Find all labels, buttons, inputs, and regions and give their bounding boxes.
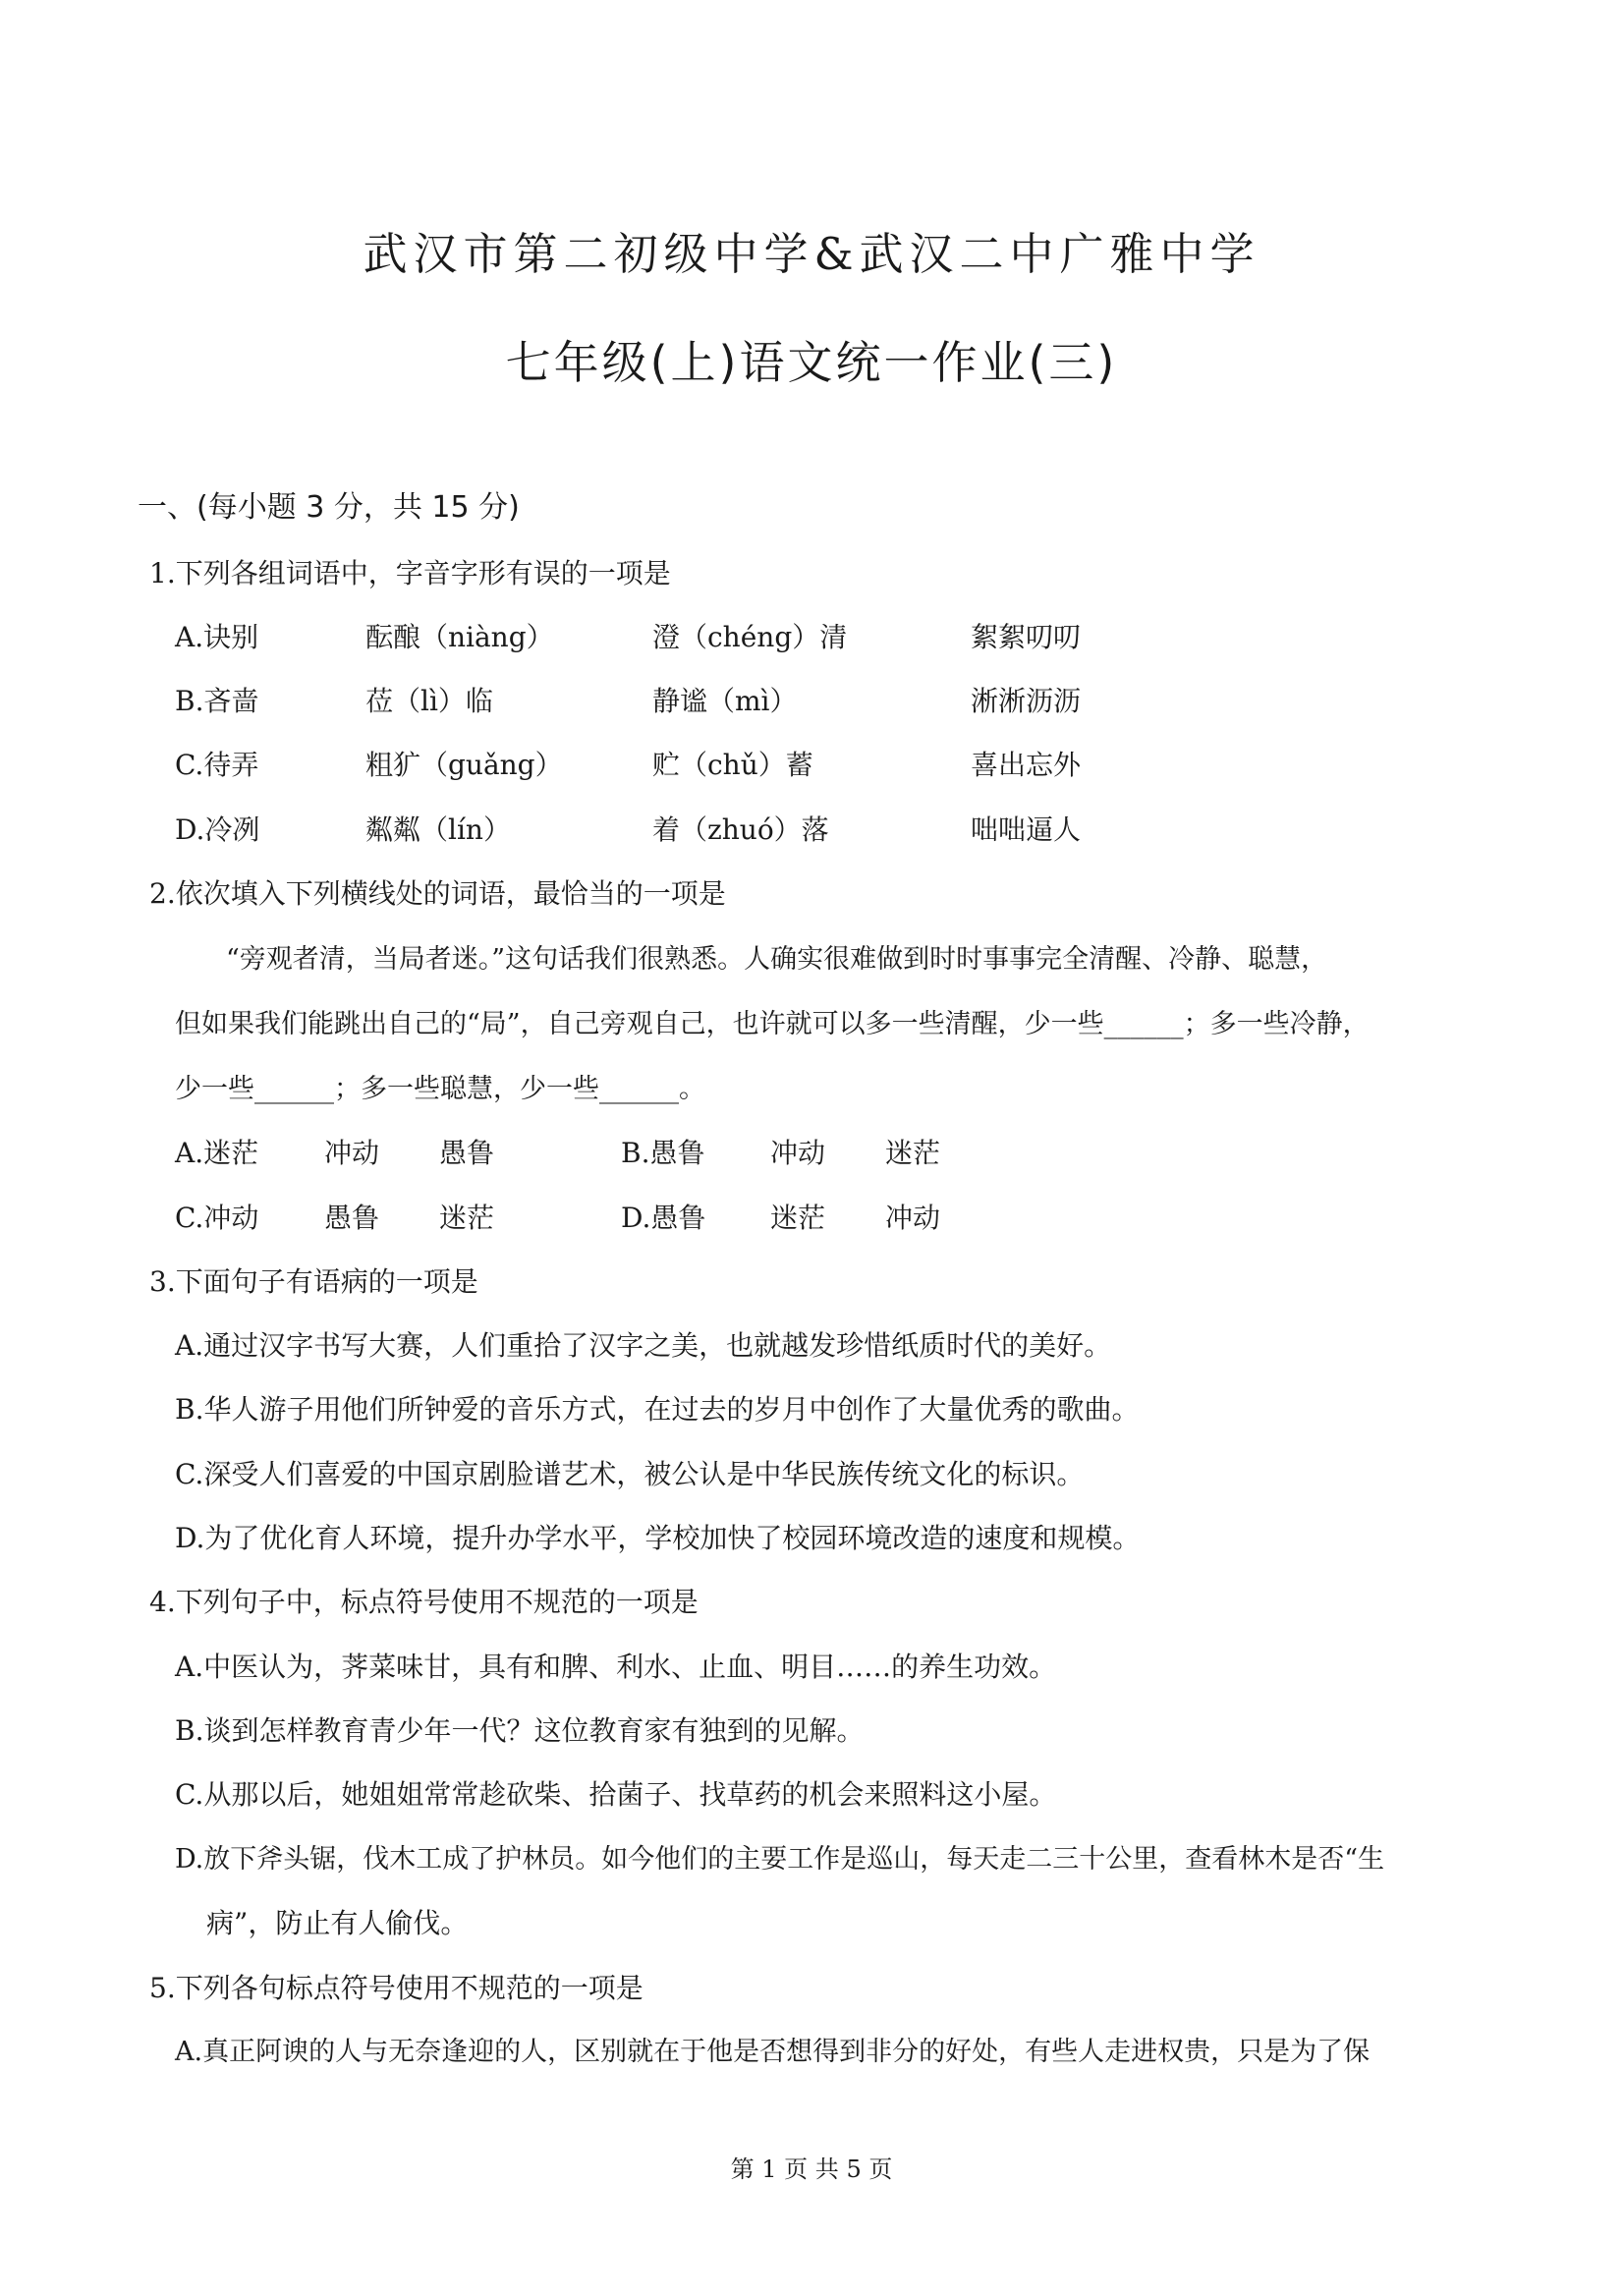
- question-2-passage-line-2: 但如果我们能跳出自己的“局”，自己旁观自己，也许就可以多一些清醒，少一些______；多一些冷静，: [175, 1009, 1370, 1039]
- q2-option-a-word-2: 冲动: [324, 1137, 380, 1169]
- page-title: 七年级(上)语文统一作业(三): [505, 336, 1118, 389]
- question-5-stem: 5.下列各句标点符号使用不规范的一项是: [149, 1972, 644, 2004]
- q1-row-c-word-3: 贮（chǔ）蓄: [652, 749, 813, 781]
- q4-option-d: D.放下斧头锯，伐木工成了护林员。如今他们的主要工作是巡山，每天走二三十公里，查看林木是否“生: [175, 1844, 1385, 1875]
- q4-option-a: A.中医认为，荠菜味甘，具有和脾、利水、止血、明目……的养生功效。: [175, 1651, 1057, 1683]
- q1-row-b-word-4: 淅淅沥沥: [971, 685, 1082, 717]
- q1-row-d-word-1: D.冷冽: [175, 813, 260, 846]
- question-2-passage-line-3: 少一些______；多一些聪慧，少一些______。: [175, 1074, 705, 1104]
- q2-option-d-word-3: 冲动: [885, 1202, 941, 1234]
- question-4-stem: 4.下列句子中，标点符号使用不规范的一项是: [149, 1586, 699, 1618]
- q1-row-d-word-2: 粼粼（lín）: [365, 813, 511, 846]
- q1-row-c-word-2: 粗犷（guǎng）: [365, 749, 563, 781]
- q1-row-b-word-1: B.吝啬: [175, 685, 259, 717]
- q2-option-d-word-2: 迷茫: [770, 1202, 826, 1234]
- q1-row-a-word-3: 澄（chéng）清: [652, 621, 848, 653]
- q4-option-d-continued: 病”，防止有人偷伐。: [206, 1907, 469, 1939]
- q1-row-a-word-4: 絮絮叨叨: [971, 621, 1082, 653]
- q3-option-a: A.通过汉字书写大赛，人们重拾了汉字之美，也就越发珍惜纸质时代的美好。: [175, 1329, 1112, 1362]
- q1-row-a-word-2: 酝酿（niàng）: [365, 621, 554, 653]
- page-number: 第 1 页 共 5 页: [730, 2156, 893, 2183]
- q1-row-c-word-1: C.待弄: [175, 749, 259, 781]
- school-name: 武汉市第二初级中学&武汉二中广雅中学: [363, 228, 1260, 280]
- question-2-passage-line-1: “旁观者清，当局者迷。”这句话我们很熟悉。人确实很难做到时时事事完全清醒、冷静、聪慧，: [226, 944, 1328, 975]
- question-3-stem: 3.下面句子有语病的一项是: [149, 1265, 478, 1298]
- q1-row-a-word-1: A.诀别: [175, 621, 259, 653]
- q3-option-b: B.华人游子用他们所钟爱的音乐方式，在过去的岁月中创作了大量优秀的歌曲。: [175, 1393, 1140, 1426]
- q5-option-a: A.真正阿谀的人与无奈逢迎的人，区别就在于他是否想得到非分的好处，有些人走进权贵，只是为了保: [175, 2037, 1371, 2067]
- q2-option-a: A.迷茫: [175, 1137, 259, 1169]
- section-heading: 一、(每小题 3 分，共 15 分): [138, 490, 520, 525]
- q1-row-d-word-4: 咄咄逼人: [971, 813, 1082, 846]
- q4-option-c: C.从那以后，她姐姐常常趁砍柴、拾菌子、找草药的机会来照料这小屋。: [175, 1778, 1057, 1811]
- q3-option-c: C.深受人们喜爱的中国京剧脸谱艺术，被公认是中华民族传统文化的标识。: [175, 1458, 1085, 1490]
- q4-option-b: B.谈到怎样教育青少年一代？这位教育家有独到的见解。: [175, 1714, 865, 1747]
- q3-option-d: D.为了优化育人环境，提升办学水平，学校加快了校园环境改造的速度和规模。: [175, 1522, 1141, 1554]
- q2-option-b-word-3: 迷茫: [885, 1137, 941, 1169]
- q1-row-b-word-2: 莅（lì）临: [365, 685, 493, 717]
- q1-row-b-word-3: 静谧（mì）: [652, 685, 798, 717]
- question-2-stem: 2.依次填入下列横线处的词语，最恰当的一项是: [149, 877, 726, 910]
- q2-option-b-word-2: 冲动: [770, 1137, 826, 1169]
- q2-option-c-word-2: 愚鲁: [324, 1202, 380, 1234]
- q2-option-b: B.愚鲁: [621, 1137, 705, 1169]
- q2-option-d: D.愚鲁: [621, 1202, 706, 1234]
- q1-row-d-word-3: 着（zhuó）落: [652, 813, 829, 846]
- q1-row-c-word-4: 喜出忘外: [971, 749, 1082, 781]
- question-1-stem: 1.下列各组词语中，字音字形有误的一项是: [149, 557, 671, 589]
- q2-option-c-word-3: 迷茫: [439, 1202, 495, 1234]
- q2-option-a-word-3: 愚鲁: [439, 1137, 495, 1169]
- q2-option-c: C.冲动: [175, 1202, 259, 1234]
